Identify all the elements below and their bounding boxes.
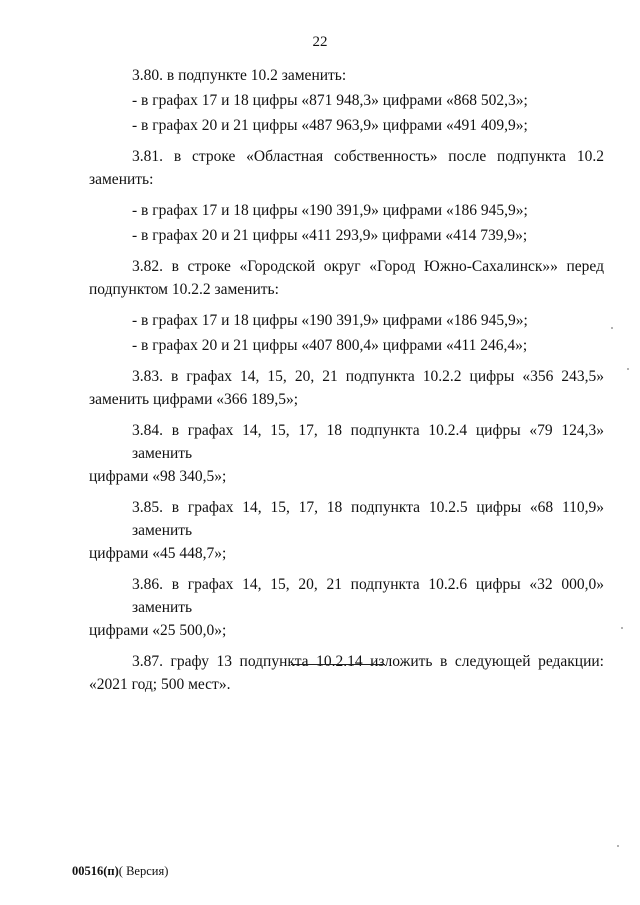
paragraph-3-82-item-2 (89, 334, 604, 357)
paragraph-line: 3.84. в графах 14, 15, 17, 18 подпункта 10.2.4 цифры «79 124,3» заменить (132, 422, 604, 462)
paragraph-3-80-item-1 (89, 89, 604, 112)
document-code: 00516(п) (72, 864, 119, 878)
paragraph-line: цифрами «45 448,7»; (89, 545, 227, 562)
paragraph-3-81 (89, 145, 604, 191)
paragraph-line: «2021 год; 500 мест». (89, 676, 231, 693)
paragraph-3-85 (89, 496, 604, 565)
paragraph-line: цифрами «25 500,0»; (89, 622, 227, 639)
paragraph-line: 3.87. графу 13 подпункта 10.2.14 изложить в следующей редакции: (132, 653, 604, 670)
scan-speck (611, 327, 613, 329)
paragraph-line: - в графах 17 и 18 цифры «871 948,3» цифрами «868 502,3»; (132, 92, 528, 109)
scan-speck (627, 368, 629, 370)
document-body (89, 64, 604, 704)
paragraph-line: 3.85. в графах 14, 15, 17, 18 подпункта 10.2.5 цифры «68 110,9» заменить (132, 499, 604, 539)
paragraph-line: 3.86. в графах 14, 15, 20, 21 подпункта 10.2.6 цифры «32 000,0» заменить (132, 576, 604, 616)
paragraph-line: цифрами «98 340,5»; (89, 468, 227, 485)
paragraph-3-80 (89, 64, 604, 87)
paragraph-line: - в графах 20 и 21 цифры «411 293,9» цифрами «414 739,9»; (132, 227, 528, 244)
paragraph-line: - в графах 17 и 18 цифры «190 391,9» цифрами «186 945,9»; (132, 202, 528, 219)
paragraph-3-84 (89, 419, 604, 488)
paragraph-line: 3.80. в подпункте 10.2 заменить: (132, 67, 347, 84)
paragraph-line: 3.82. в строке «Городской округ «Город Южно-Сахалинск»» перед (132, 258, 604, 275)
version-label: ( Версия) (118, 864, 169, 878)
paragraph-line: заменить: (89, 171, 154, 188)
paragraph-line: заменить цифрами «366 189,5»; (89, 391, 299, 408)
footer-document-code (72, 864, 168, 879)
paragraph-3-80-item-2 (89, 114, 604, 137)
paragraph-line: подпунктом 10.2.2 заменить: (89, 281, 279, 298)
paragraph-line: - в графах 17 и 18 цифры «190 391,9» цифрами «186 945,9»; (132, 312, 528, 329)
scan-speck (621, 627, 623, 629)
paragraph-line: - в графах 20 и 21 цифры «407 800,4» цифрами «411 246,4»; (132, 337, 528, 354)
paragraph-3-87 (89, 650, 604, 696)
paragraph-3-82-item-1 (89, 309, 604, 332)
scan-speck (617, 845, 619, 847)
paragraph-line: 3.83. в графах 14, 15, 20, 21 подпункта 10.2.2 цифры «356 243,5» (132, 368, 604, 385)
paragraph-3-86 (89, 573, 604, 642)
paragraph-3-82 (89, 255, 604, 301)
page-number: 22 (312, 34, 328, 50)
end-divider (291, 664, 385, 665)
paragraph-3-81-item-1 (89, 199, 604, 222)
paragraph-3-81-item-2 (89, 224, 604, 247)
paragraph-3-83 (89, 365, 604, 411)
paragraph-line: 3.81. в строке «Областная собственность» после подпункта 10.2 (132, 148, 604, 165)
paragraph-line: - в графах 20 и 21 цифры «487 963,9» цифрами «491 409,9»; (132, 117, 528, 134)
